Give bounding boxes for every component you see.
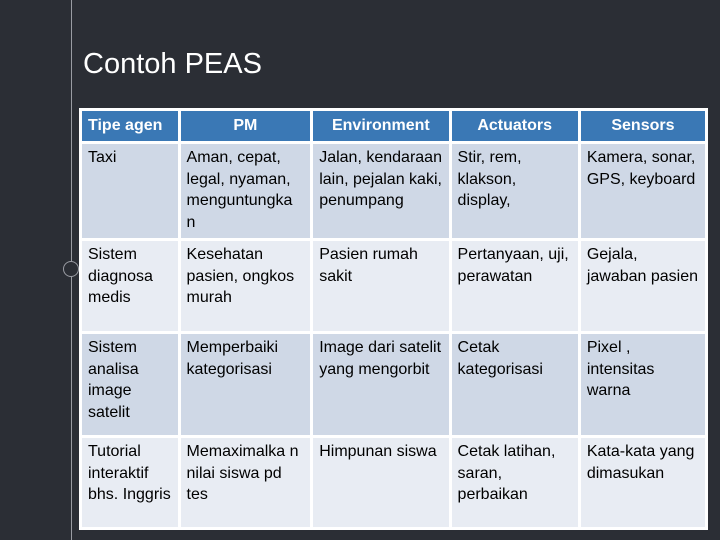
cell: Himpunan siswa — [312, 437, 450, 529]
cell: Image dari satelit yang mengorbit — [312, 333, 450, 437]
cell: Cetak kategorisasi — [450, 333, 579, 437]
peas-table — [79, 108, 708, 530]
cell: Pertanyaan, uji, perawatan — [450, 240, 579, 333]
table-row — [81, 240, 707, 333]
cell: Sistem analisa image satelit — [81, 333, 180, 437]
header-sensors: Sensors — [579, 110, 706, 143]
cell: Sistem diagnosa medis — [81, 240, 180, 333]
cell: Memaximalka n nilai siswa pd tes — [179, 437, 312, 529]
cell: Pasien rumah sakit — [312, 240, 450, 333]
decorative-circle-icon — [63, 261, 79, 277]
slide-title: Contoh PEAS — [83, 48, 262, 80]
cell: Tutorial interaktif bhs. Inggris — [81, 437, 180, 529]
cell: Pixel , intensitas warna — [579, 333, 706, 437]
table-row — [81, 333, 707, 437]
cell: Gejala, jawaban pasien — [579, 240, 706, 333]
cell: Kamera, sonar, GPS, keyboard — [579, 143, 706, 240]
cell: Memperbaiki kategorisasi — [179, 333, 312, 437]
cell: Kata-kata yang dimasukan — [579, 437, 706, 529]
cell: Cetak latihan, saran, perbaikan — [450, 437, 579, 529]
header-tipe-agen: Tipe agen — [81, 110, 180, 143]
table-row — [81, 437, 707, 529]
cell: Jalan, kendaraan lain, pejalan kaki, penumpang — [312, 143, 450, 240]
cell: Aman, cepat, legal, nyaman, menguntungka n — [179, 143, 312, 240]
table-header-row — [81, 110, 707, 143]
header-environment: Environment — [312, 110, 450, 143]
cell: Kesehatan pasien, ongkos murah — [179, 240, 312, 333]
header-actuators: Actuators — [450, 110, 579, 143]
cell: Stir, rem, klakson, display, — [450, 143, 579, 240]
header-pm: PM — [179, 110, 312, 143]
table-row — [81, 143, 707, 240]
cell: Taxi — [81, 143, 180, 240]
